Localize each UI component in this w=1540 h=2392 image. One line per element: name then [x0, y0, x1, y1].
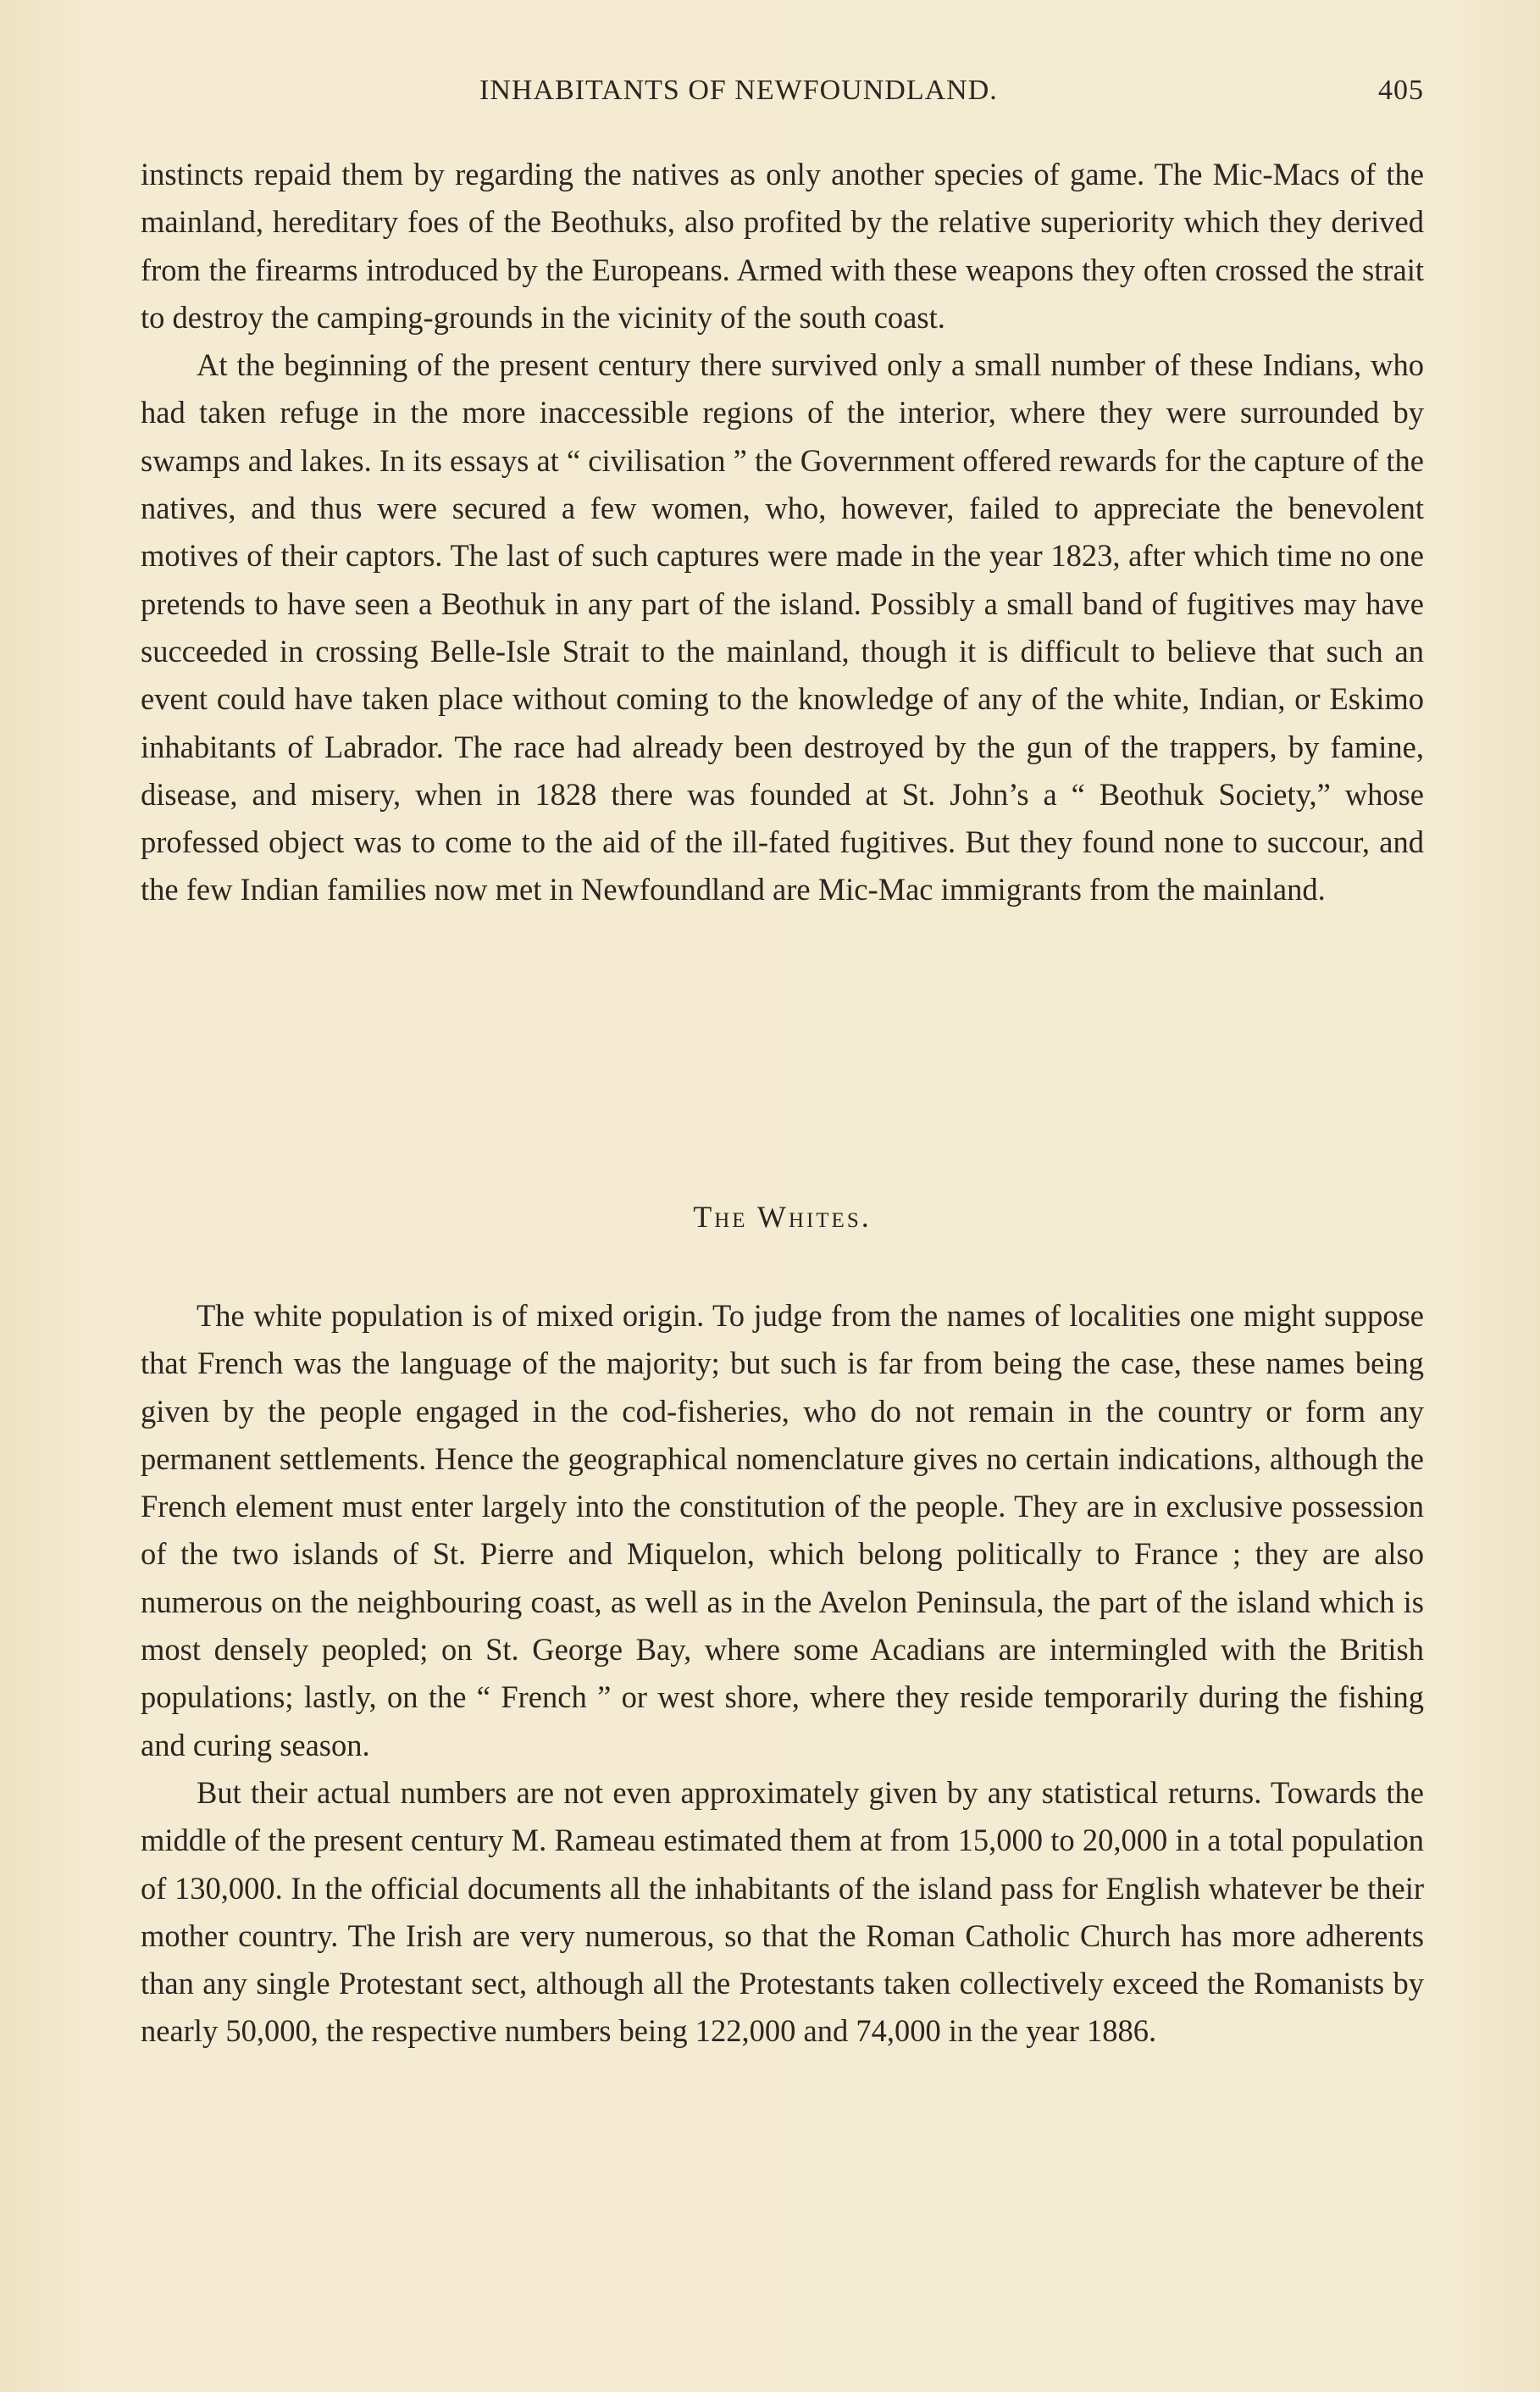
running-head [141, 75, 1424, 117]
paragraph: But their actual numbers are not even approximately given by any statistical returns. Towards the middle of the present century M. Rameau estimated them at from 15,000 to 20,000 in a total population of 130,000. In the official documents all the inhabitants of the island pass for English whatever be their mother country. The Irish are very numerous, so that the Roman Catholic Church has more adherents than any single Protestant sect, although all the Protestants taken collectively exceed the Romanists by nearly 50,000, the respective numbers being 122,000 and 74,000 in the year 1886. [141, 1774, 1424, 2049]
section-heading: The Whites. [693, 1200, 872, 1234]
running-title: INHABITANTS OF NEWFOUNDLAND. [479, 75, 998, 106]
page-number: 405 [1378, 75, 1424, 106]
paragraph-continued: instincts repaid them by regarding the natives as only another species of game. The Mic-Macs of the mainland, hereditary foes of the Beothuks, also profited by the relative superiority which they derived from the firearms introduced by the Europeans. Armed with these weapons they often crossed the strait to destroy the camping-grounds in the vicinity of the south coast. [141, 157, 1424, 335]
paragraph: The white population is of mixed origin. To judge from the names of localities one might suppose that French was the language of the majority; but such is far from being the case, these names being given by the people engaged in the cod-fisheries, who do not remain in the country or form any permanent settlements. Hence the geographical nomenclature gives no certain indications, although the French element must enter largely into the constitution of the people. They are in exclusive possession of the two islands of St. Pierre and Miquelon, which belong politically to France ; they are also numerous on the neighbouring coast, as well as in the Avelon Peninsula, the part of the island which is most densely peopled; on St. George Bay, where some Acadians are intermingled with the British populations; lastly, on the “ French ” or west shore, where they reside temporarily during the fishing and curing season. [141, 1298, 1424, 1762]
text-block-after-heading [141, 1292, 1424, 2056]
paragraph: At the beginning of the present century there survived only a small number of these Indians, who had taken refuge in the more inaccessible regions of the interior, where they were surrounded by swamps and lakes. In its essays at “ civilisation ” the Government offered rewards for the capture of the natives, and thus were secured a few women, who, however, failed to appreciate the benevolent motives of their captors. The last of such captures were made in the year 1823, after which time no one pretends to have seen a Beothuk in any part of the island. Possibly a small band of fugitives may have succeeded in crossing Belle-Isle Strait to the mainland, though it is difficult to believe that such an event could have taken place without coming to the knowledge of any of the white, Indian, or Eskimo inhabitants of Labrador. The race had already been destroyed by the gun of the trappers, by famine, disease, and misery, when in 1828 there was founded at St. John’s a “ Beothuk Society,” whose professed object was to come to the aid of the ill-fated fugitives. But they found none to succour, and the few Indian families now met in Newfoundland are Mic-Mac immigrants from the mainland. [141, 347, 1424, 907]
text-block-before-heading [141, 151, 1424, 914]
